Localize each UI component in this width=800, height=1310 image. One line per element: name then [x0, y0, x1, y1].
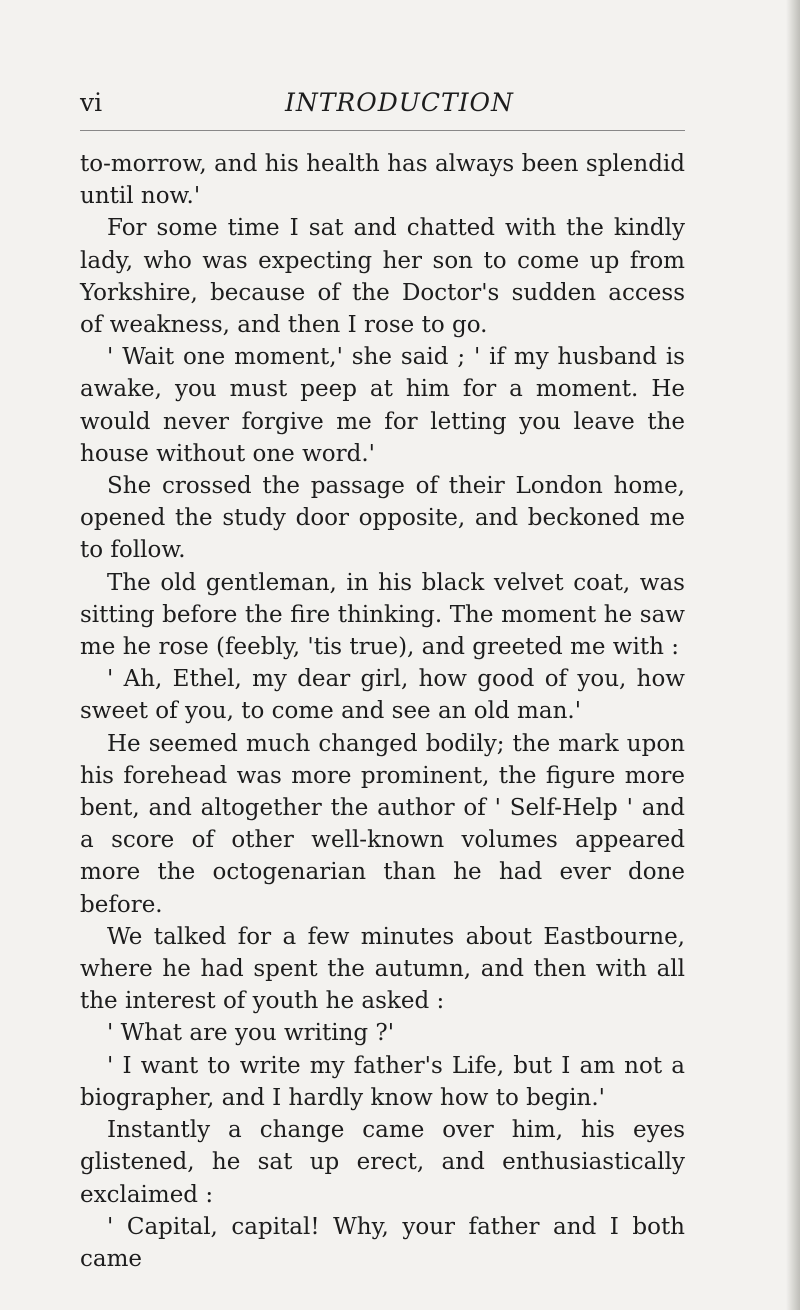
page-number: vi [80, 88, 103, 117]
body-text [80, 148, 685, 1275]
paragraph: ' Ah, Ethel, my dear girl, how good of you, how sweet of you, to come and see an old man.' [80, 666, 685, 725]
paragraph: Instantly a change came over him, his eyes glistened, he sat up erect, and enthusiastically exclaimed : [80, 1117, 685, 1208]
page-header [80, 88, 685, 120]
paragraph: ' What are you writing ?' [107, 1020, 395, 1047]
paragraph: ' Wait one moment,' she said ; ' if my husband is awake, you must peep at him for a moment. He would never forgive me for letting you leave the house without one word.' [80, 344, 685, 467]
paragraph: ' Capital, capital! Why, your father and I both came [80, 1213, 685, 1272]
paragraph: She crossed the passage of their London home, opened the study door opposite, and beckoned me to follow. [80, 473, 685, 564]
paragraph: He seemed much changed bodily; the mark upon his forehead was more prominent, the figure more bent, and altogether the author of ' Self-Help ' and a score of other well-known volumes appeared more the octogenarian than he had ever done before. [80, 730, 685, 918]
running-head: INTRODUCTION [285, 88, 514, 117]
header-rule [80, 130, 685, 131]
paragraph: The old gentleman, in his black velvet coat, was sitting before the fire thinking. The moment he saw me he rose (feebly, 'tis true), and greeted me with : [80, 569, 685, 661]
paragraph: For some time I sat and chatted with the kindly lady, who was expecting her son to come up from Yorkshire, because of the Doctor's sudden access of weakness, and then I rose to go. [80, 215, 685, 339]
paragraph: ' I want to write my father's Life, but I am not a biographer, and I hardly know how to begin.' [80, 1052, 685, 1111]
paragraph: to-morrow, and his health has always been splendid until now.' [80, 151, 685, 210]
page-edge-shadow [786, 0, 800, 1310]
paragraph: We talked for a few minutes about Eastbourne, where he had spent the autumn, and then with all the interest of youth he asked : [80, 923, 685, 1015]
